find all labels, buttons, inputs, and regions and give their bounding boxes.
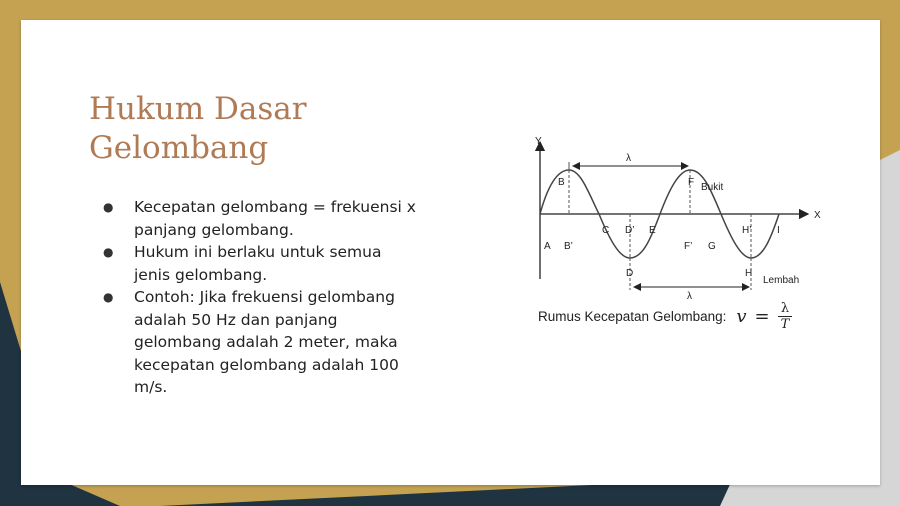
point-label-c: C xyxy=(602,225,610,236)
y-axis-label: Y xyxy=(535,136,542,147)
bullet-text: Contoh: Jika frekuensi gelombang adalah 50 Hz dan panjang gelombang adalah 2 meter, maka kecepatan gelombang adalah 100 m/s. xyxy=(134,288,399,396)
formula-equals: = xyxy=(754,305,770,327)
wave-diagram xyxy=(531,134,851,302)
trough-label: Lembah xyxy=(763,275,800,286)
formula-label: Rumus Kecepatan Gelombang: xyxy=(538,308,727,324)
formula-row xyxy=(538,296,792,336)
bullet-item xyxy=(101,286,421,399)
formula-fraction xyxy=(778,301,793,332)
crest-label: Bukit xyxy=(701,182,724,193)
point-label-a: A xyxy=(544,241,551,252)
formula-numerator: λ xyxy=(780,300,790,316)
point-label-d: D xyxy=(626,268,634,279)
bullet-text: Hukum ini berlaku untuk semua jenis gelombang. xyxy=(134,243,382,284)
bullet-dot-icon: ● xyxy=(103,290,114,304)
point-label-h: H xyxy=(745,268,753,279)
bullet-text: Kecepatan gelombang = frekuensi x panjang gelombang. xyxy=(134,198,416,239)
point-label-i: I xyxy=(777,225,780,236)
bullet-dot-icon: ● xyxy=(103,200,114,214)
bullet-item xyxy=(101,241,421,286)
title-line-1: Hukum Dasar xyxy=(89,91,307,127)
point-label-b-prime: B’ xyxy=(564,241,573,252)
title-line-2: Gelombang xyxy=(89,130,269,166)
point-label-b: B xyxy=(558,177,565,188)
point-label-f-prime: F’ xyxy=(684,241,693,252)
bullet-list xyxy=(101,196,421,399)
slide-title xyxy=(89,90,419,168)
slide-card xyxy=(21,20,880,485)
formula-variable: v xyxy=(736,305,747,327)
point-label-g: G xyxy=(708,241,716,252)
point-label-f: F xyxy=(688,177,695,188)
bullet-item xyxy=(101,196,421,241)
lambda-top-label: λ xyxy=(626,153,631,164)
bullet-dot-icon: ● xyxy=(103,245,114,259)
point-label-d-prime: D’ xyxy=(625,225,635,236)
formula-denominator: T xyxy=(778,316,793,332)
lambda-bottom-label: λ xyxy=(687,291,692,302)
formula-expression xyxy=(736,301,792,332)
point-label-e: E xyxy=(649,225,656,236)
point-label-h-prime: H’ xyxy=(742,225,752,236)
x-axis-label: X xyxy=(814,210,821,221)
